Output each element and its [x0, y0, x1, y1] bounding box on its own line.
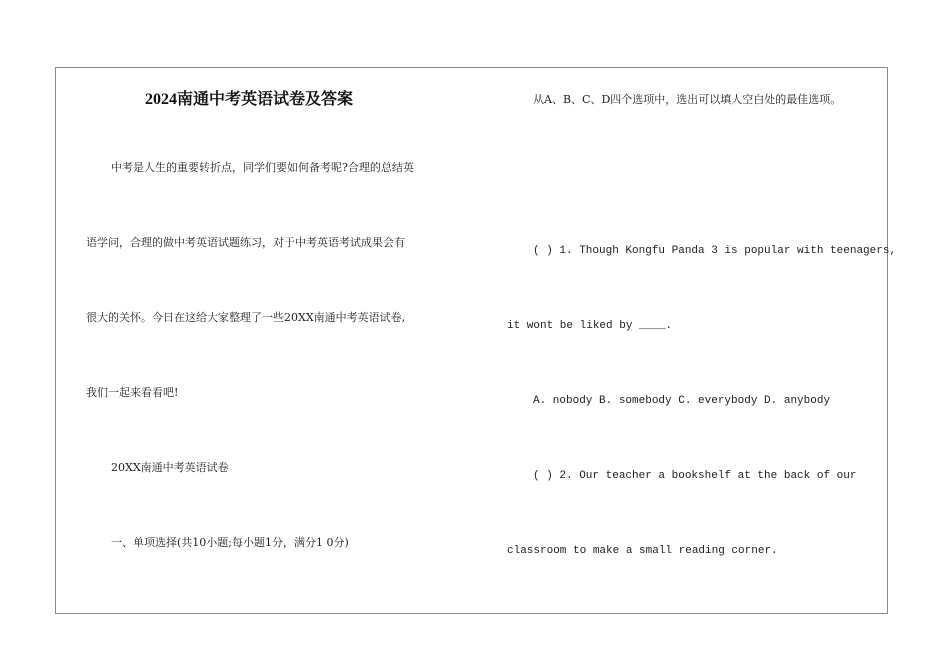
- question-2-stem-line-1: ( ) 2. Our teacher a bookshelf at the back of our: [533, 470, 857, 482]
- intro-paragraph-line-4: 我们一起来看看吧!: [86, 386, 179, 399]
- document-title: 2024南通中考英语试卷及答案: [145, 91, 354, 108]
- question-1-stem-line-2: it wont be liked by ____.: [507, 320, 673, 332]
- page-border: [55, 67, 888, 614]
- intro-paragraph-line-1: 中考是人生的重要转折点，同学们要如何备考呢?合理的总结英: [111, 161, 414, 174]
- question-2-stem-line-2: classroom to make a small reading corner.: [507, 545, 778, 557]
- question-instruction: 从A、B、C、D四个选项中，选出可以填人空白处的最佳选项。: [533, 93, 842, 106]
- question-1-stem-line-1: ( ) 1. Though Kongfu Panda 3 is popular with teenagers,: [533, 245, 897, 257]
- intro-paragraph-line-3: 很大的关怀。今日在这给大家整理了一些20XX南通中考英语试卷,: [86, 311, 406, 324]
- section-heading: 一、单项选择(共10小题;每小题1分，满分1 0分): [111, 536, 349, 549]
- intro-paragraph-line-2: 语学问，合理的做中考英语试题练习，对于中考英语考试成果会有: [86, 236, 405, 249]
- question-1-options: A. nobody B. somebody C. everybody D. anybody: [533, 395, 831, 407]
- exam-subheading: 20XX南通中考英语试卷: [111, 461, 229, 474]
